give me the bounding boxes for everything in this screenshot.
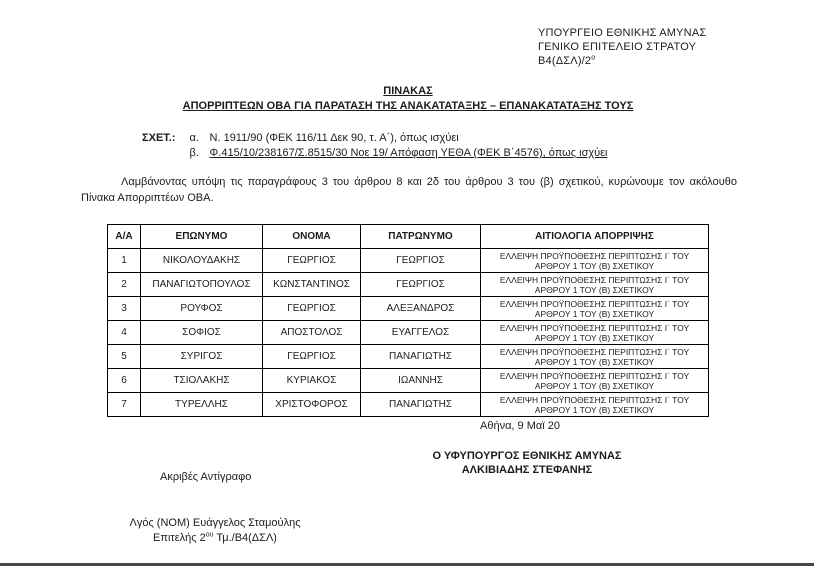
column-header-patronym: ΠΑΤΡΩΝΥΜΟ [361,225,481,249]
reference-item-b [190,146,608,161]
table-row [108,345,709,369]
column-header-aa: Α/Α [108,225,141,249]
table-cell: ΕΛΛΕΙΨΗ ΠΡΟΫΠΟΘΕΣΗΣ ΠΕΡΙΠΤΩΣΗΣ Ι΄ ΤΟΥ ΑΡΘΡΟΥ 1 ΤΟΥ (Β) ΣΧΕΤΙΚΟΥ [481,345,709,369]
date-place-line: Αθήνα, 9 Μαϊ 20 [480,420,560,432]
table-cell: 4 [108,321,141,345]
certified-copy-label: Ακριβές Αντίγραφο [160,471,252,483]
column-header-firstname: ΟΝΟΜΑ [263,225,361,249]
table-cell: 5 [108,345,141,369]
column-header-surname: ΕΠΩΝΥΜΟ [141,225,263,249]
table-cell: ΓΕΩΡΓΙΟΣ [263,297,361,321]
table-cell: ΕΛΛΕΙΨΗ ΠΡΟΫΠΟΘΕΣΗΣ ΠΕΡΙΠΤΩΣΗΣ Ι΄ ΤΟΥ ΑΡΘΡΟΥ 1 ΤΟΥ (Β) ΣΧΕΤΙΚΟΥ [481,369,709,393]
attestor-role-superscript: ου [205,531,214,539]
table-cell: ΕΛΛΕΙΨΗ ΠΡΟΫΠΟΘΕΣΗΣ ΠΕΡΙΠΤΩΣΗΣ Ι΄ ΤΟΥ ΑΡΘΡΟΥ 1 ΤΟΥ (Β) ΣΧΕΤΙΚΟΥ [481,273,709,297]
table-cell: 6 [108,369,141,393]
references-list [190,131,608,161]
table-cell: ΕΛΛΕΙΨΗ ΠΡΟΫΠΟΘΕΣΗΣ ΠΕΡΙΠΤΩΣΗΣ Ι΄ ΤΟΥ ΑΡΘΡΟΥ 1 ΤΟΥ (Β) ΣΧΕΤΙΚΟΥ [481,297,709,321]
table-cell: ΚΩΝΣΤΑΝΤΙΝΟΣ [263,273,361,297]
table-cell: ΧΡΙΣΤΟΦΟΡΟΣ [263,393,361,417]
signatory-title: Ο ΥΦΥΠΟΥΡΓΟΣ ΕΘΝΙΚΗΣ ΑΜΥΝΑΣ [432,450,622,462]
reference-index: β. [189,147,199,159]
table-row [108,249,709,273]
reference-text: Ν. 1911/90 (ΦΕΚ 116/11 Δεκ 90, τ. Α΄), όπως ισχύει [209,132,459,144]
table-cell: ΠΑΝΑΓΙΩΤΗΣ [361,345,481,369]
title-line-1: ΠΙΝΑΚΑΣ [383,85,433,97]
table-cell: ΣΟΦΙΟΣ [141,321,263,345]
table-cell: ΑΠΟΣΤΟΛΟΣ [263,321,361,345]
table-cell: ΑΛΕΞΑΝΔΡΟΣ [361,297,481,321]
directorate-superscript: ο [591,54,596,62]
table-cell: ΣΥΡΙΓΟΣ [141,345,263,369]
table-cell: ΓΕΩΡΓΙΟΣ [263,345,361,369]
table-cell: 1 [108,249,141,273]
table-cell: ΠΑΝΑΓΙΩΤΟΠΟΥΛΟΣ [141,273,263,297]
signatory-name: ΑΛΚΙΒΙΑΔΗΣ ΣΤΕΦΑΝΗΣ [461,464,593,476]
document-title [80,84,736,114]
agency-line-ministry: ΥΠΟΥΡΓΕΙΟ ΕΘΝΙΚΗΣ ΑΜΥΝΑΣ [538,27,707,39]
table-cell: ΡΟΥΦΟΣ [141,297,263,321]
reference-item-a [190,131,608,146]
rejected-oba-table [107,224,709,417]
table-cell: ΚΥΡΙΑΚΟΣ [263,369,361,393]
table-row [108,297,709,321]
attestor-role: Επιτελής $2^{o\upsilon}$ Τμ./Β4(ΔΣΛ) [153,531,277,544]
table-cell: ΤΣΙΟΛΑΚΗΣ [141,369,263,393]
attestor-name: Λγός (ΝΟΜ) Ευάγγελος Σταμούλης [129,517,301,529]
table-cell: 7 [108,393,141,417]
references-block [142,131,608,161]
agency-line-directorate: $B4(\Delta\Sigma\Lambda)/2^o$ [538,54,596,67]
agency-line-staff: ΓΕΝΙΚΟ ΕΠΙΤΕΛΕΙΟ ΣΤΡΑΤΟΥ [538,41,697,53]
table-cell: ΓΕΩΡΓΙΟΣ [263,249,361,273]
title-line-2: ΑΠΟΡΡΙΠΤΕΩΝ ΟΒΑ ΓΙΑ ΠΑΡΑΤΑΣΗ ΤΗΣ ΑΝΑΚΑΤΑΤΑΞΗΣ – ΕΠΑΝΑΚΑΤΑΤΑΞΗΣ ΤΟΥΣ [182,100,634,112]
table-cell: ΕΛΛΕΙΨΗ ΠΡΟΫΠΟΘΕΣΗΣ ΠΕΡΙΠΤΩΣΗΣ Ι΄ ΤΟΥ ΑΡΘΡΟΥ 1 ΤΟΥ (Β) ΣΧΕΤΙΚΟΥ [481,321,709,345]
agency-header [538,26,706,68]
table-cell: ΤΥΡΕΛΛΗΣ [141,393,263,417]
table-cell: ΕΛΛΕΙΨΗ ΠΡΟΫΠΟΘΕΣΗΣ ΠΕΡΙΠΤΩΣΗΣ Ι΄ ΤΟΥ ΑΡΘΡΟΥ 1 ΤΟΥ (Β) ΣΧΕΤΙΚΟΥ [481,393,709,417]
table-cell: ΠΑΝΑΓΙΩΤΗΣ [361,393,481,417]
table-row [108,273,709,297]
signatory-block [387,449,667,477]
reference-text: Φ.415/10/238167/Σ.8515/30 Νοε 19/ Απόφαση ΥΕΘΑ (ΦΕΚ Β΄4576), όπως ισχύει [209,147,608,159]
reference-index: α. [189,132,199,144]
table-cell: ΙΩΑΝΝΗΣ [361,369,481,393]
table-row [108,369,709,393]
table-cell: ΓΕΩΡΓΙΟΣ [361,273,481,297]
references-label: ΣΧΕΤ.: [142,132,176,144]
column-header-reason: ΑΙΤΙΟΛΟΓΙΑ ΑΠΟΡΡΙΨΗΣ [481,225,709,249]
table-cell: ΕΛΛΕΙΨΗ ΠΡΟΫΠΟΘΕΣΗΣ ΠΕΡΙΠΤΩΣΗΣ Ι΄ ΤΟΥ ΑΡΘΡΟΥ 1 ΤΟΥ (Β) ΣΧΕΤΙΚΟΥ [481,249,709,273]
table-cell: ΕΥΑΓΓΕΛΟΣ [361,321,481,345]
table-row [108,393,709,417]
table-body [108,249,709,417]
body-paragraph: Λαμβάνοντας υπόψη τις παραγράφους 3 του άρθρου 8 και 2δ του άρθρου 3 του (β) σχετικού, κυρώνουμε τον ακόλουθο Πίνακα Απορριπτέων ΟΒΑ. [81,176,737,204]
table-cell: 3 [108,297,141,321]
table-row [108,321,709,345]
table-header-row [108,225,709,249]
table-cell: ΓΕΩΡΓΙΟΣ [361,249,481,273]
table-cell: 2 [108,273,141,297]
table-cell: ΝΙΚΟΛΟΥΔΑΚΗΣ [141,249,263,273]
attestor-block [95,516,335,546]
